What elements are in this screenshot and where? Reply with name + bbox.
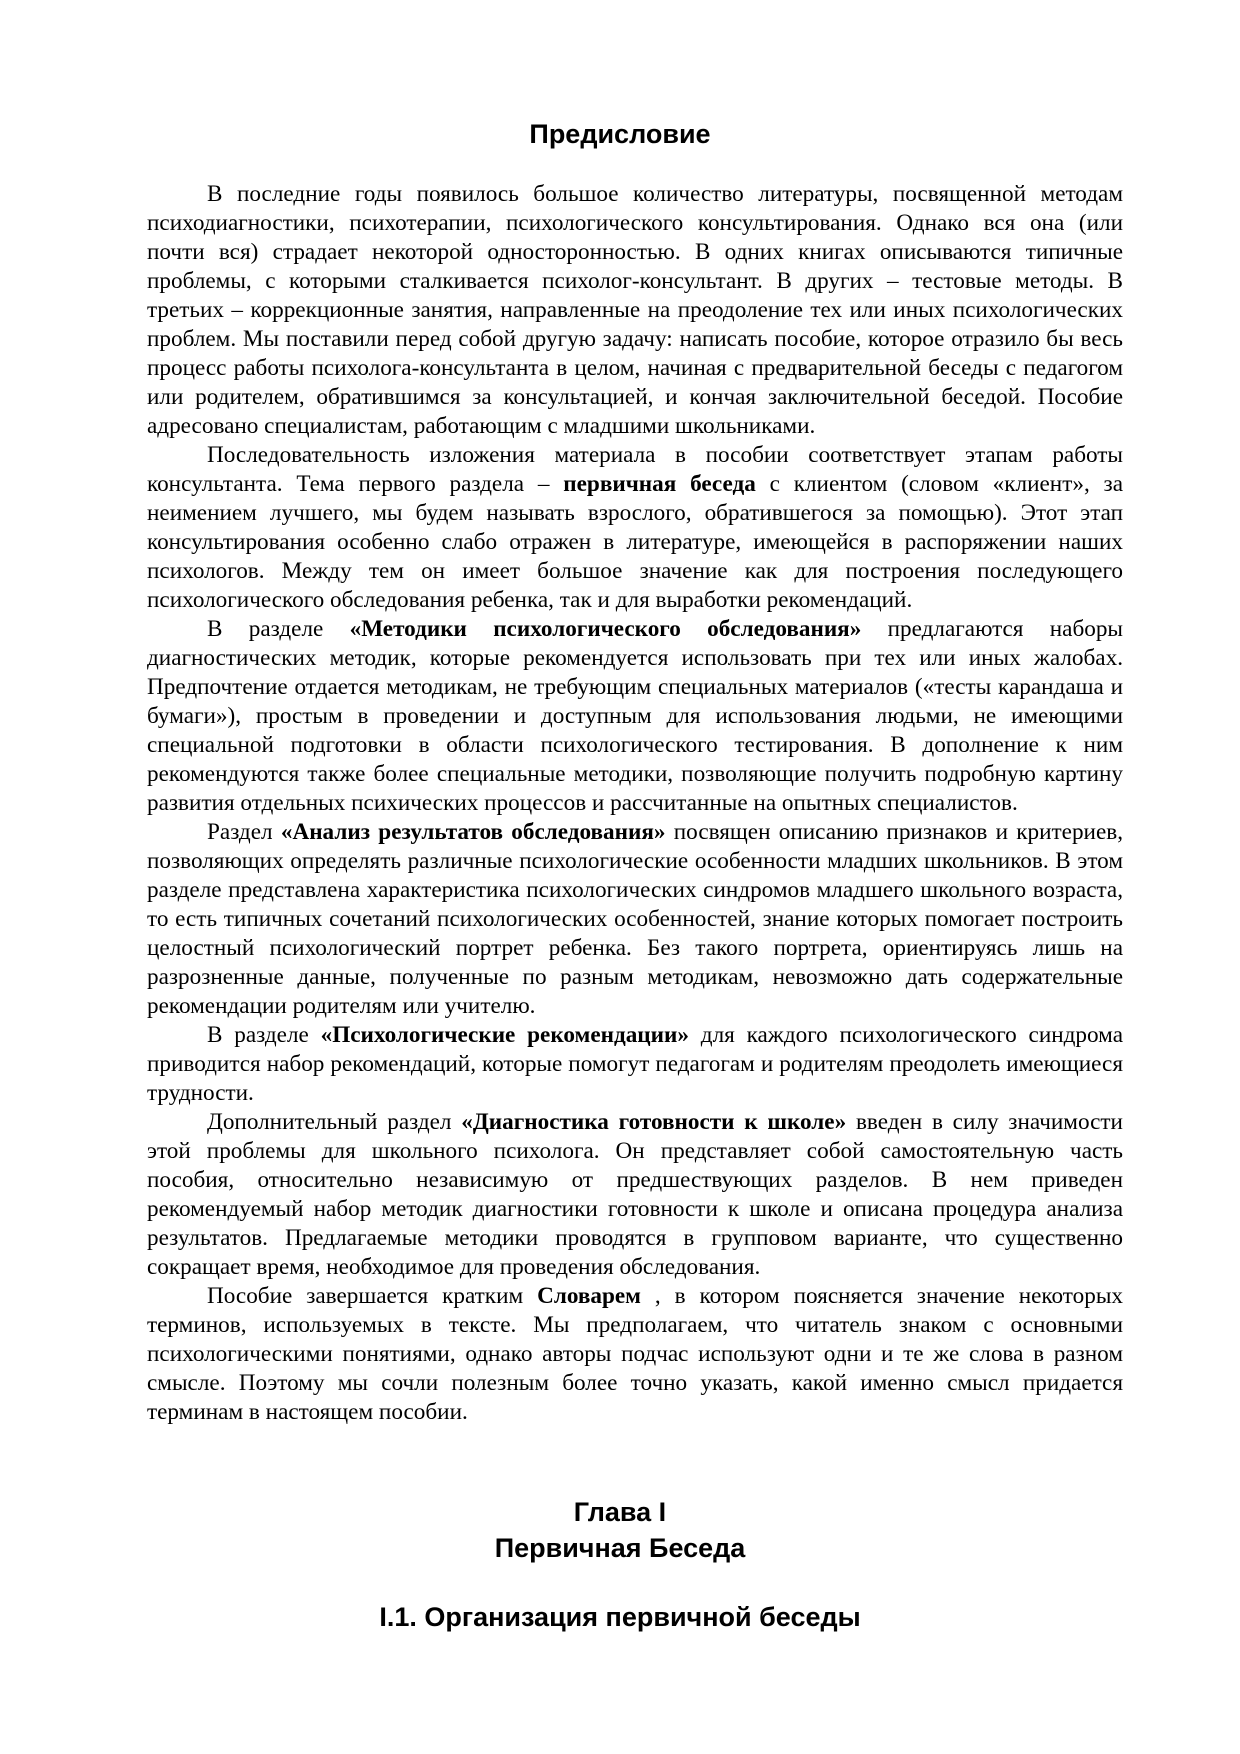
section-term: первичная беседа	[563, 471, 756, 497]
preface-body	[147, 180, 1123, 1427]
paragraph-3: В разделе «Методики психологического обследования» предлагаются наборы диагностических методик, которые рекомендуется использовать при тех или иных жалобах. Предпочтение отдается методикам, не требующим специальных материалов («тесты карандаша и бумаги»), простым в проведении и доступным для использования людьми, не имеющими специальной подготовки в области психологического тестирования. В дополнение к ним рекомендуются также более специальные методики, позволяющие получить подробную картину развития отдельных психических процессов и рассчитанные на опытных специалистов.	[147, 616, 1124, 816]
preface-title: Предисловие	[529, 119, 711, 149]
paragraph-6: Дополнительный раздел «Диагностика готовности к школе» введен в силу значимости этой проблемы для школьного психолога. Он представляет собой самостоятельную часть пособия, относительно независимую от предшествующих разделов. В нем приведен рекомендуемый набор методик диагностики готовности к школе и описана процедура анализа результатов. Предлагаемые методики проводятся в групповом варианте, что существенно сокращает время, необходимое для проведения обследования.	[147, 1109, 1123, 1280]
section-heading: I.1. Организация первичной беседы	[379, 1602, 861, 1632]
paragraph-2: Последовательность изложения материала в пособии соответствует этапам работы консультанта. Тема первого раздела – первичная беседа с клиентом (словом «клиент», за неимением лучшего, мы будем называть взрослого, обратившегося за помощью). Этот этап консультирования особенно слабо отражен в литературе, имеющейся в распоряжении наших психологов. Между тем он имеет большое значение как для построения последующего психологического обследования ребенка, так и для выработки рекомендаций.	[147, 442, 1123, 613]
paragraph-4: Раздел «Анализ результатов обследования» посвящен описанию признаков и критериев, позволяющих определять различные психологические особенности младших школьников. В этом разделе представлена характеристика психологических синдромов младшего школьного возраста, то есть типичных сочетаний психологических особенностей, знание которых помогает построить целостный психологический портрет ребенка. Без такого портрета, ориентируясь лишь на разрозненные данные, полученные по разным методикам, невозможно дать содержательные рекомендации родителям или учителю.	[147, 819, 1123, 1019]
section-term: «Диагностика готовности к школе»	[461, 1109, 847, 1135]
paragraph-1: В последние годы появилось большое количество литературы, посвященной методам психодиагностики, психотерапии, психологического консультирования. Однако вся она (или почти вся) страдает некоторой односторонностью. В одних книгах описываются типичные проблемы, с которыми сталкивается психолог-консультант. В других – тестовые методы. В третьих – коррекционные занятия, направленные на преодоление тех или иных психологических проблем. Мы поставили перед собой другую задачу: написать пособие, которое отразило бы весь процесс работы психолога-консультанта в целом, начиная с предварительной беседы с педагогом или родителем, обратившимся за консультацией, и кончая заключительной беседой. Пособие адресовано специалистам, работающим с младшими школьниками.	[147, 181, 1123, 439]
section-term: Словарем	[537, 1283, 641, 1309]
chapter-number: Глава I	[573, 1497, 667, 1527]
section-term: «Методики психологического обследования»	[349, 616, 862, 642]
chapter-title: Первичная Беседа	[494, 1533, 746, 1563]
paragraph-7: Пособие завершается кратким Словарем , в котором поясняется значение некоторых терминов, используемых в тексте. Мы предполагаем, что читатель знаком с основными психологическими понятиями, однако авторы подчас используют одни и те же слова в разном смысле. Поэтому мы сочли полезным более точно указать, какой именно смысл придается терминам в настоящем пособии.	[147, 1283, 1123, 1425]
paragraph-5: В разделе «Психологические рекомендации» для каждого психологического синдрома приводится набор рекомендаций, которые помогут педагогам и родителям преодолеть имеющиеся трудности.	[147, 1022, 1123, 1106]
section-term: «Психологические рекомендации»	[320, 1022, 689, 1048]
section-term: «Анализ результатов обследования»	[280, 819, 666, 845]
